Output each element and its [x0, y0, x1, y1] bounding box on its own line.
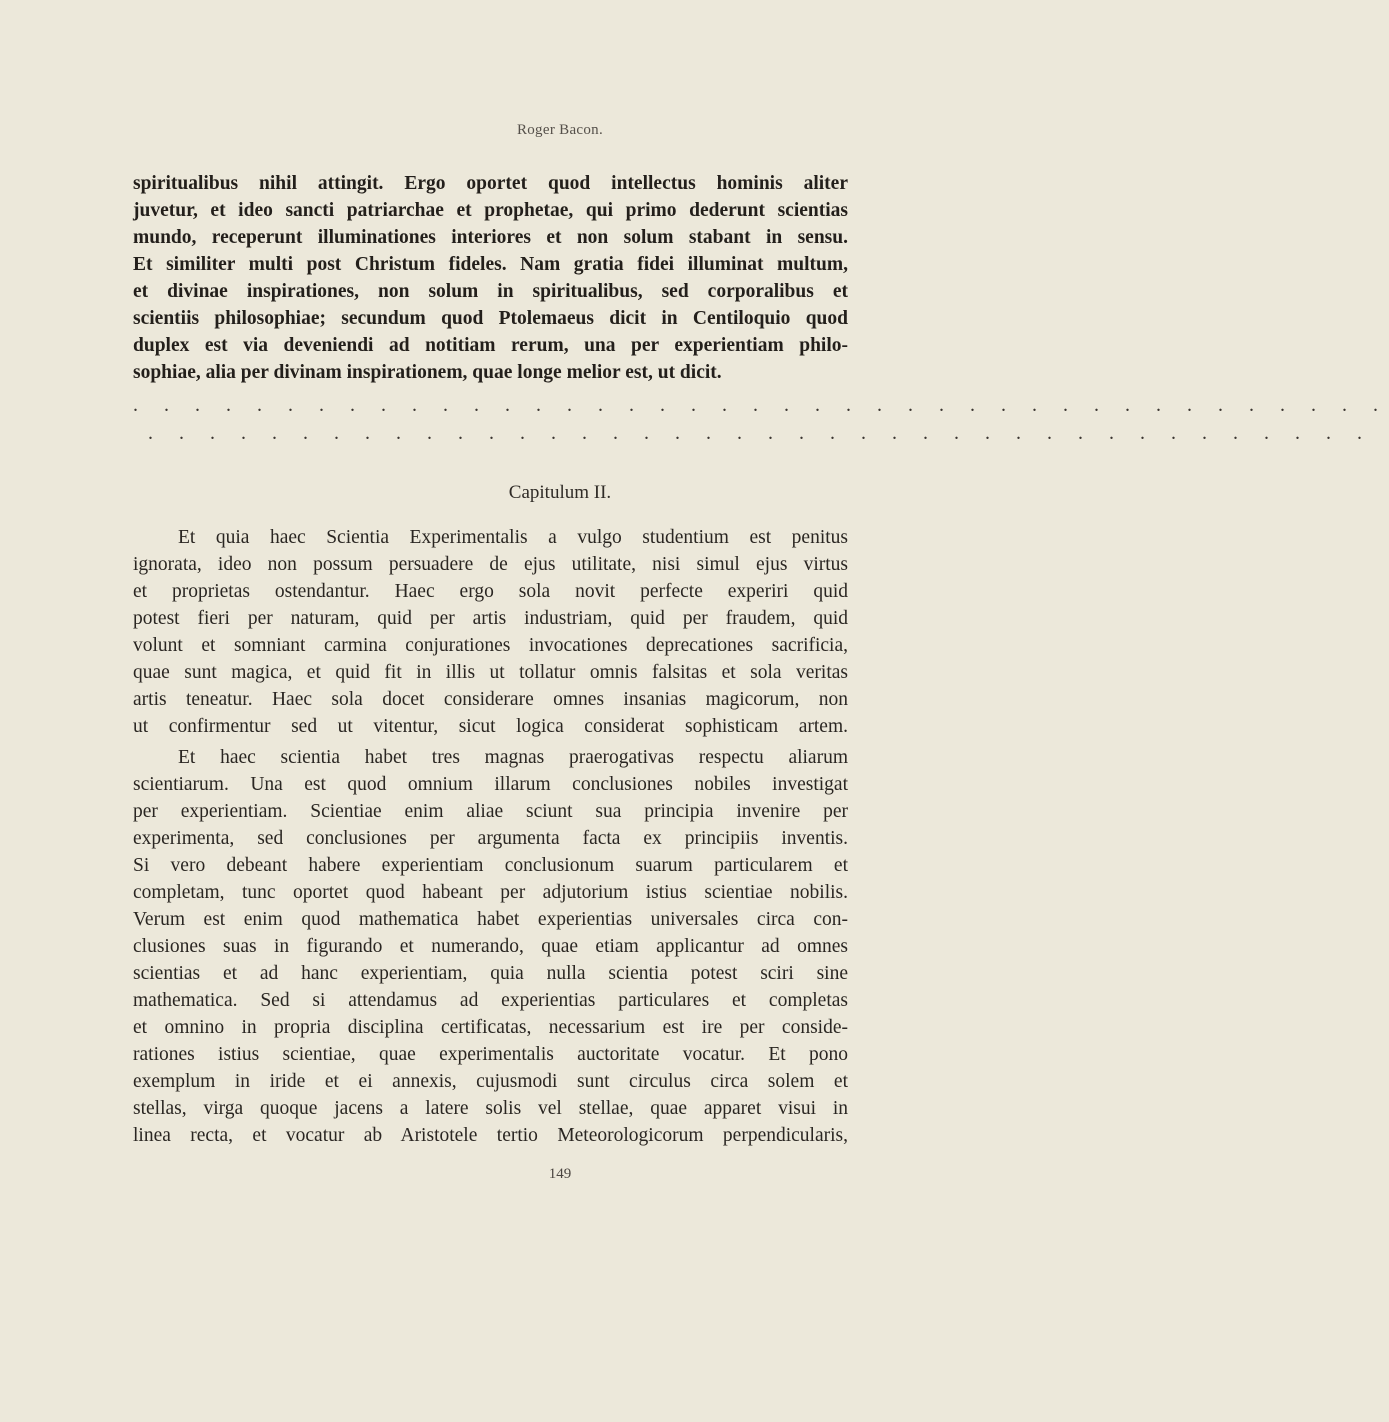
text-line: sophiae, alia per divinam inspirationem, quae longe melior est, ut dicit.: [133, 362, 722, 383]
paragraph-3: [133, 744, 848, 1149]
text-line: ut confirmentur sed ut vitentur, sicut logica considerat sophisticam artem.: [133, 716, 848, 737]
text-line: quae sunt magica, et quid fit in illis ut tollatur omnis falsitas et sola veritas: [133, 662, 848, 683]
text-line: stellas, virga quoque jacens a latere solis vel stellae, quae apparet visui in: [133, 1098, 848, 1119]
text-line: Et similiter multi post Christum fideles. Nam gratia fidei illuminat multum,: [133, 254, 848, 275]
text-line: Si vero debeant habere experientiam conclusionum suarum particularem et: [133, 855, 848, 876]
text-line: volunt et somniant carmina conjurationes invocationes deprecationes sacrificia,: [133, 635, 848, 656]
text-line: potest fieri per naturam, quid per artis industriam, quid per fraudem, quid: [133, 608, 848, 629]
page-number: 149: [548, 1166, 572, 1182]
text-line: clusiones suas in figurando et numerando, quae etiam applicantur ad omnes: [133, 936, 848, 957]
text-line: experimenta, sed conclusiones per argumenta facta ex principiis inventis.: [133, 828, 848, 849]
text-line: Et quia haec Scientia Experimentalis a vulgo studentium est penitus: [178, 527, 848, 548]
text-line: spiritualibus nihil attingit. Ergo oportet quod intellectus hominis aliter: [133, 173, 848, 194]
text-line: scientias et ad hanc experientiam, quia nulla scientia potest sciri sine: [133, 963, 848, 984]
text-line: Et haec scientia habet tres magnas praerogativas respectu aliarum: [178, 747, 848, 768]
text-line: Verum est enim quod mathematica habet experientias universales circa con-: [133, 909, 848, 930]
text-line: linea recta, et vocatur ab Aristotele tertio Meteorologicorum perpendicularis,: [133, 1125, 848, 1146]
text-line: per experientiam. Scientiae enim aliae sciunt sua principia invenire per: [133, 801, 848, 822]
text-line: scientiis philosophiae; secundum quod Ptolemaeus dicit in Centiloquio quod: [133, 308, 848, 329]
ellipsis-row: . . . . . . . . . . . . . . . . . . . . . . . . . . . . . . . . . . . . . . . .: [148, 422, 1373, 444]
text-line: mundo, receperunt illuminationes interiores et non solum stabant in sensu.: [133, 227, 848, 248]
ellipsis-row: . . . . . . . . . . . . . . . . . . . . . . . . . . . . . . . . . . . . . . . . .: [133, 394, 1389, 416]
text-line: ignorata, ideo non possum persuadere de ejus utilitate, nisi simul ejus virtus: [133, 554, 848, 575]
running-head: Roger Bacon.: [516, 122, 604, 138]
text-line: mathematica. Sed si attendamus ad experientias particulares et completas: [133, 990, 848, 1011]
text-line: et divinae inspirationes, non solum in spiritualibus, sed corporalibus et: [133, 281, 848, 302]
paragraph-1: [133, 170, 848, 386]
text-line: exemplum in iride et ei annexis, cujusmodi sunt circulus circa solem et: [133, 1071, 848, 1092]
text-line: completam, tunc oportet quod habeant per adjutorium istius scientiae nobilis.: [133, 882, 848, 903]
text-line: juvetur, et ideo sancti patriarchae et prophetae, qui primo dederunt scientias: [133, 200, 848, 221]
paragraph-2: [133, 524, 848, 740]
text-line: et omnino in propria disciplina certificatas, necessarium est ire per conside-: [133, 1017, 848, 1038]
text-line: et proprietas ostendantur. Haec ergo sola novit perfecte experiri quid: [133, 581, 848, 602]
text-line: scientiarum. Una est quod omnium illarum conclusiones nobiles investigat: [133, 774, 848, 795]
text-line: duplex est via deveniendi ad notitiam rerum, una per experientiam philo-: [133, 335, 848, 356]
text-line: artis teneatur. Haec sola docet considerare omnes insanias magicorum, non: [133, 689, 848, 710]
chapter-heading: Capitulum II.: [508, 482, 612, 503]
text-line: rationes istius scientiae, quae experimentalis auctoritate vocatur. Et pono: [133, 1044, 848, 1065]
